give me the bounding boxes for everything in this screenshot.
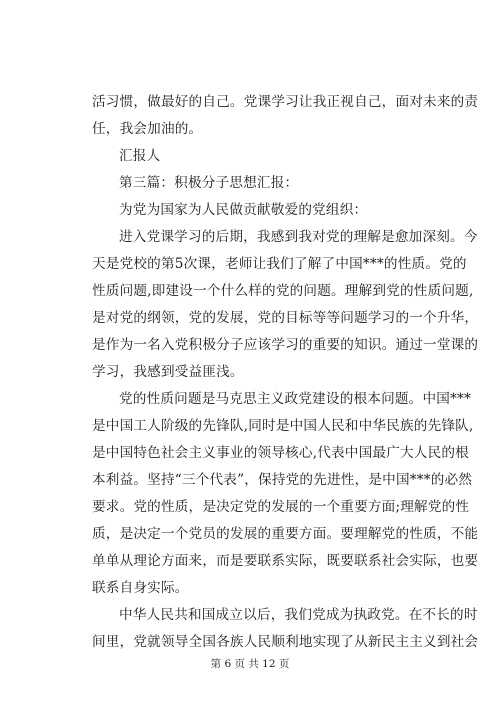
text-line: 单单从理论方面来，而是要联系实际，既要联系社会实际，也要 (92, 553, 479, 569)
text-line: 质，是决定一个党员的发展的重要方面。要理解党的性质，不能 (92, 526, 479, 542)
text-line: 要求。党的性质，是决定党的发展的一个重要方面;理解党的性 (92, 499, 470, 515)
text-line: 是中国工人阶级的先锋队,同时是中国人民和中华民族的先锋队, (92, 418, 474, 434)
text-line: 进入党课学习的后期，我感到我对党的理解是愈加深刻。今 (119, 229, 478, 245)
text-line: 本利益。坚持“三个代表”，保持党的先进性，是中国***的必然 (92, 472, 473, 488)
text-line: 党的性质问题是马克思主义政党建设的根本问题。中国*** (119, 391, 472, 407)
text-line: 间里，党就领导全国各族人民顺利地实现了从新民主主义到社会 (92, 634, 479, 650)
text-line: 是作为一名入党积极分子应该学习的重要的知识。通过一堂课的 (92, 337, 479, 353)
text-line: 是对党的纲领，党的发展，党的目标等等问题学习的一个升华， (92, 310, 479, 326)
text-line: 是中国特色社会主义事业的领导核心,代表中国最广大人民的根 (92, 445, 469, 461)
text-line: 汇报人 (119, 148, 161, 164)
text-line: 为党为国家为人民做贡献敬爱的党组织： (119, 202, 368, 218)
text-line: 活习惯，做最好的自己。党课学习让我正视自己，面对未来的责 (92, 94, 479, 110)
text-line: 天是党校的第5次课，老师让我们了解了中国***的性质。党的 (92, 256, 467, 272)
text-line: 任，我会加油的。 (92, 121, 203, 137)
text-line: 中华人民共和国成立以后，我们党成为执政党。在不长的时 (119, 607, 478, 623)
text-line: 联系自身实际。 (92, 580, 189, 596)
text-line: 第三篇：积极分子思想汇报： (119, 175, 299, 191)
text-line: 性质问题,即建设一个什么样的党的问题。理解到党的性质问题, (92, 283, 474, 299)
text-line: 学习，我感到受益匪浅。 (92, 364, 244, 380)
page-number-footer: 第 6 页 共 12 页 (210, 658, 290, 670)
